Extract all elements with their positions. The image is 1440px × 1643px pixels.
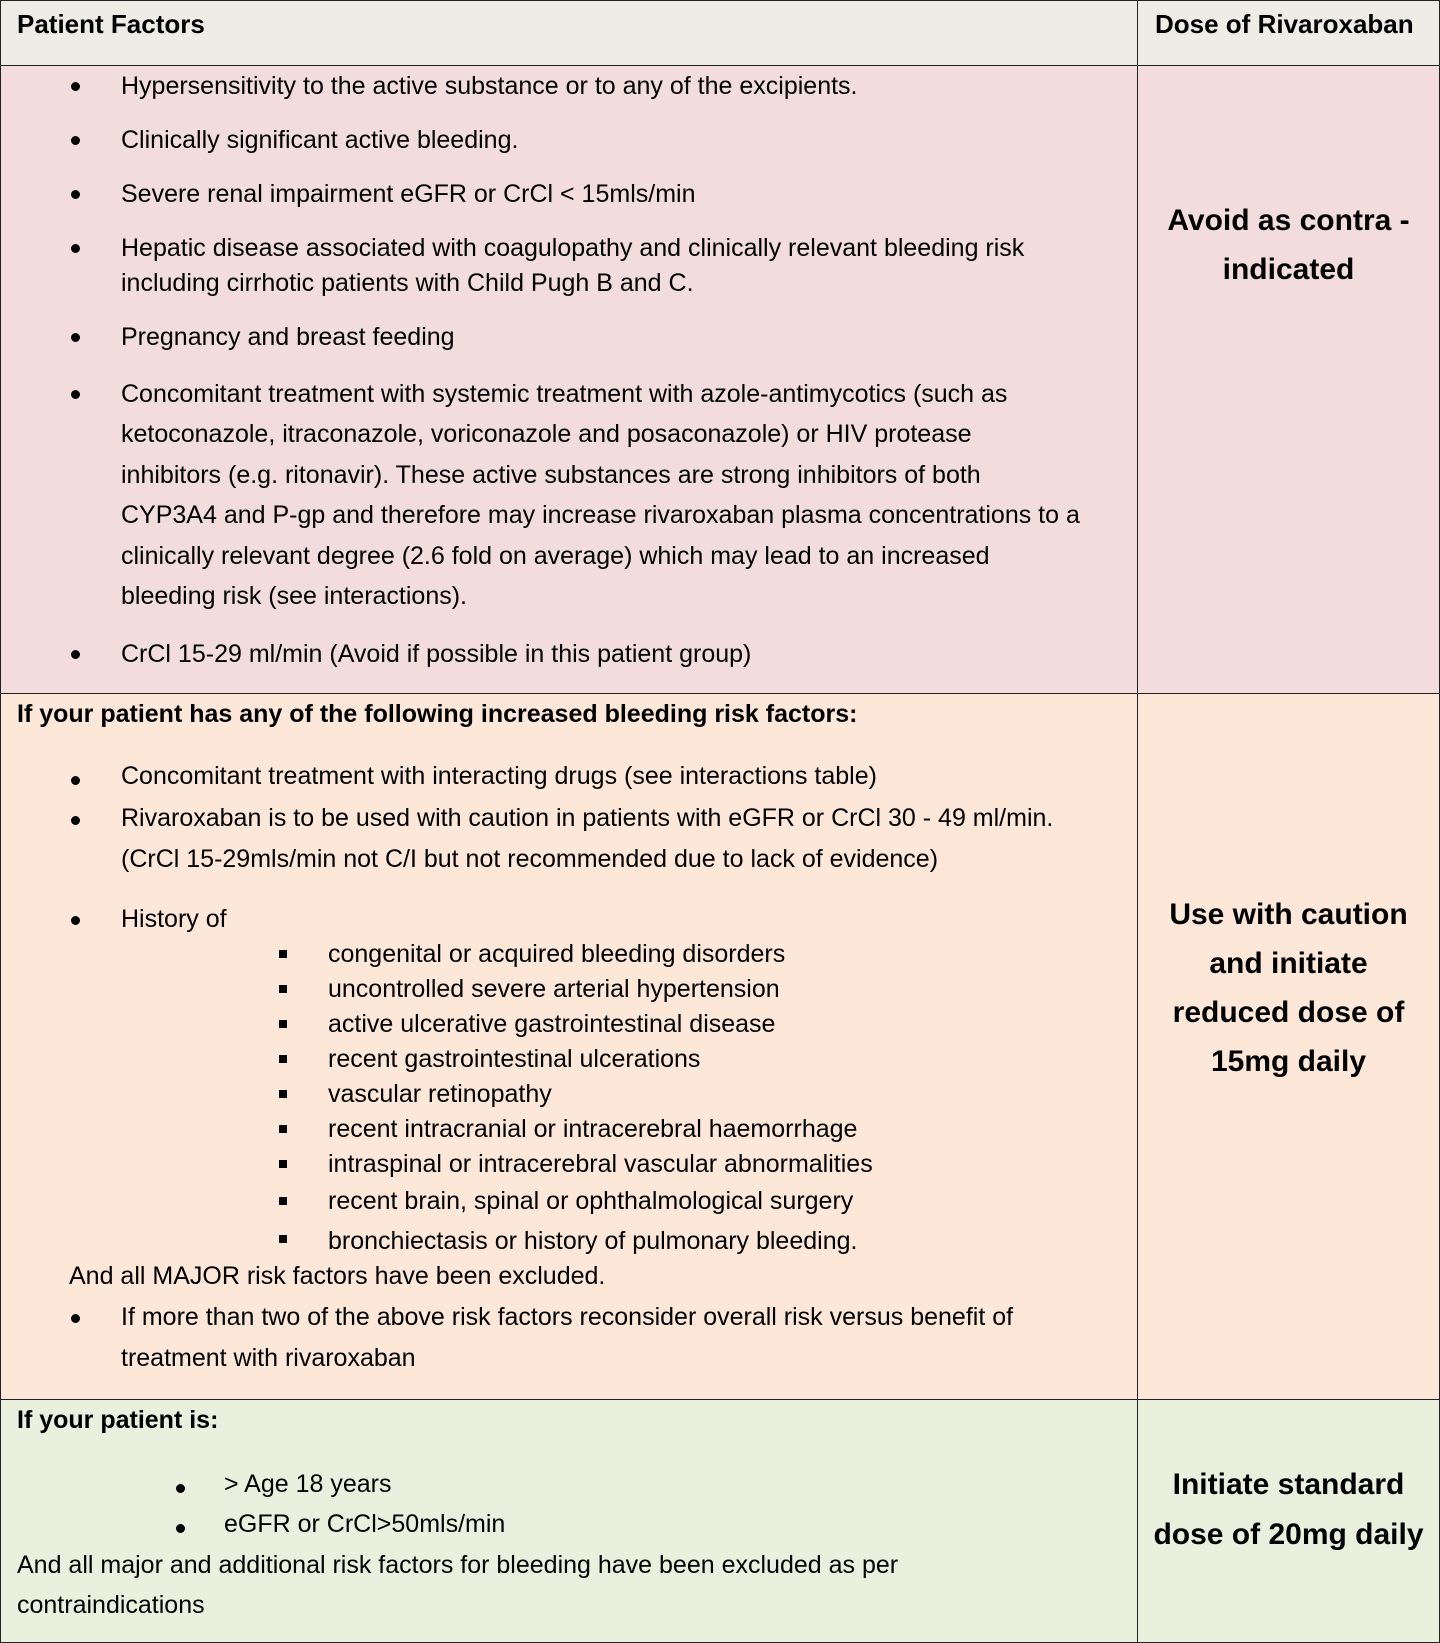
header-patient-factors-cell (1, 1, 1138, 65)
history-item-3: active ulcerative gastrointestinal disease (328, 1010, 776, 1038)
history-item-4: recent gastrointestinal ulcerations (328, 1045, 701, 1073)
contra-item-2: Clinically significant active bleeding. (121, 126, 519, 154)
history-item-8: recent brain, spinal or ophthalmological surgery (328, 1187, 854, 1215)
standard-item-1: > Age 18 years (224, 1470, 392, 1498)
bullet-icon (71, 333, 80, 342)
contra-item-4-line-1: Hepatic disease associated with coagulopathy and clinically relevant bleeding risk (121, 234, 1025, 262)
standard-item-2: eGFR or CrCl>50mls/min (224, 1510, 506, 1538)
square-bullet-icon (279, 1020, 287, 1028)
caution-major-excluded: And all MAJOR risk factors have been excluded. (69, 1262, 606, 1290)
standard-dose-cell (1138, 1400, 1439, 1642)
dose-line: reduced dose of (1172, 996, 1405, 1029)
contra-item-6-line-5: clinically relevant degree (2.6 fold on average) which may lead to an increased (121, 542, 990, 570)
contraindications-factors-cell (1, 66, 1138, 693)
bullet-icon (71, 1314, 80, 1323)
bullet-icon (71, 776, 80, 785)
bullet-icon (176, 1524, 185, 1533)
caution-item-3: History of (121, 905, 227, 933)
square-bullet-icon (279, 1197, 287, 1205)
square-bullet-icon (279, 1055, 287, 1063)
bullet-icon (71, 136, 80, 145)
bullet-icon (71, 82, 80, 91)
caution-heading: If your patient has any of the following increased bleeding risk factors: (17, 700, 858, 728)
caution-item-2-line-2: (CrCl 15-29mls/min not C/I but not recommended due to lack of evidence) (121, 845, 939, 873)
header-dose-cell (1138, 1, 1439, 65)
dose-line: Initiate standard (1172, 1468, 1405, 1501)
caution-item-1: Concomitant treatment with interacting drugs (see interactions table) (121, 762, 877, 790)
bullet-icon (71, 916, 80, 925)
square-bullet-icon (279, 1160, 287, 1168)
contra-item-6-line-3: inhibitors (e.g. ritonavir). These active substances are strong inhibitors of both (121, 461, 981, 489)
history-item-9: bronchiectasis or history of pulmonary bleeding. (328, 1227, 858, 1255)
contra-item-6-line-4: CYP3A4 and P-gp and therefore may increase rivaroxaban plasma concentrations to a (121, 501, 1080, 529)
caution-dose (1138, 890, 1439, 1086)
square-bullet-icon (279, 1090, 287, 1098)
bullet-icon (71, 244, 80, 253)
caution-factors-cell (1, 694, 1138, 1399)
caution-item-2-line-1: Rivaroxaban is to be used with caution in patients with eGFR or CrCl 30 - 49 ml/min. (121, 804, 1054, 832)
header-dose: Dose of Rivaroxaban (1155, 9, 1414, 39)
contra-item-6-line-1: Concomitant treatment with systemic treatment with azole-antimycotics (such as (121, 380, 1008, 408)
contra-item-7: CrCl 15-29 ml/min (Avoid if possible in this patient group) (121, 640, 752, 668)
square-bullet-icon (279, 985, 287, 993)
contra-item-3: Severe renal impairment eGFR or CrCl < 15mls/min (121, 180, 696, 208)
caution-reconsider-line-1: If more than two of the above risk factors reconsider overall risk versus benefit of (121, 1303, 1014, 1331)
caution-reconsider-line-2: treatment with rivaroxaban (121, 1344, 416, 1372)
standard-heading: If your patient is: (17, 1406, 219, 1434)
caution-row (1, 693, 1439, 1399)
bullet-icon (71, 390, 80, 399)
dose-line: indicated (1222, 253, 1355, 286)
contra-item-5: Pregnancy and breast feeding (121, 323, 455, 351)
dose-line: dose of 20mg daily (1153, 1518, 1424, 1551)
bullet-icon (176, 1484, 185, 1493)
dose-line: Use with caution (1169, 898, 1408, 931)
standard-dose (1138, 1460, 1439, 1560)
standard-footer-line-2: contraindications (17, 1591, 205, 1619)
square-bullet-icon (279, 950, 287, 958)
bullet-icon (71, 816, 80, 825)
dose-line: and initiate (1209, 947, 1368, 980)
caution-dose-cell (1138, 694, 1439, 1399)
square-bullet-icon (279, 1235, 287, 1243)
contraindications-row (1, 65, 1439, 693)
square-bullet-icon (279, 1125, 287, 1133)
history-item-5: vascular retinopathy (328, 1080, 552, 1108)
bullet-icon (71, 650, 80, 659)
standard-footer-line-1: And all major and additional risk factors for bleeding have been excluded as per (17, 1551, 899, 1579)
history-item-2: uncontrolled severe arterial hypertension (328, 975, 780, 1003)
history-item-6: recent intracranial or intracerebral haemorrhage (328, 1115, 858, 1143)
header-row (1, 1, 1439, 65)
dose-line: 15mg daily (1210, 1045, 1367, 1078)
contra-item-6-line-2: ketoconazole, itraconazole, voriconazole and posaconazole) or HIV protease (121, 420, 972, 448)
contra-item-1: Hypersensitivity to the active substance or to any of the excipients. (121, 72, 858, 100)
contra-item-4-line-2: including cirrhotic patients with Child Pugh B and C. (121, 269, 694, 297)
standard-factors-cell (1, 1400, 1138, 1642)
contraindications-dose (1138, 196, 1439, 294)
contra-item-6-line-6: bleeding risk (see interactions). (121, 582, 467, 610)
dose-line: Avoid as contra - (1167, 204, 1410, 237)
history-item-7: intraspinal or intracerebral vascular abnormalities (328, 1150, 873, 1178)
contraindications-dose-cell (1138, 66, 1439, 693)
bullet-icon (71, 190, 80, 199)
standard-row (1, 1399, 1439, 1642)
header-patient-factors: Patient Factors (17, 9, 205, 39)
history-item-1: congenital or acquired bleeding disorders (328, 940, 786, 968)
